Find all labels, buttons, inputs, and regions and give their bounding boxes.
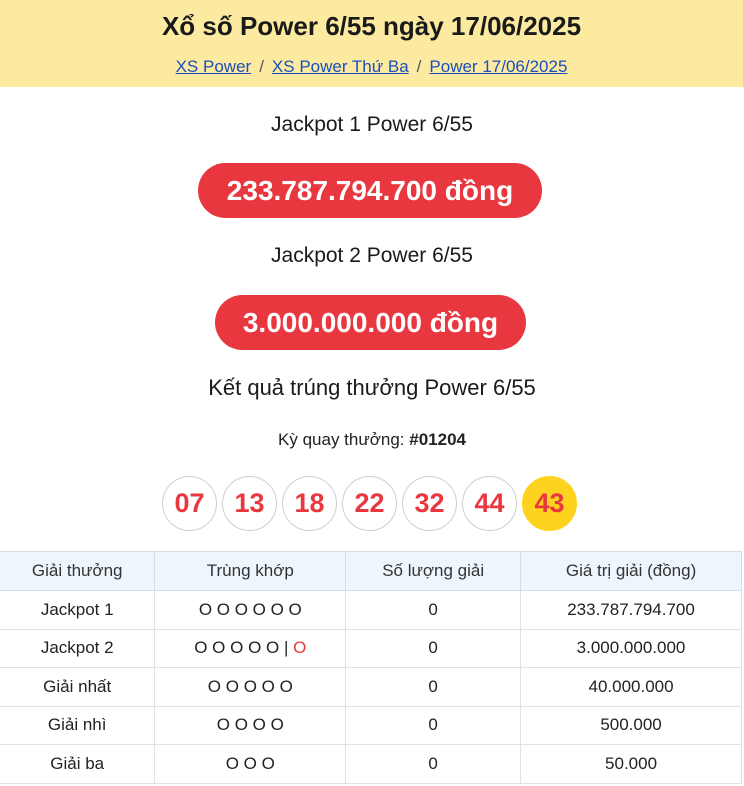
prize-name: Giải nhất [0,668,155,707]
table-row [0,745,742,784]
prize-match: O O O [155,745,346,784]
prize-value: 50.000 [521,745,742,784]
table-row [0,591,742,630]
table-row [0,629,742,668]
prize-table [0,551,742,784]
prize-value: 500.000 [521,706,742,745]
prize-match: O O O O O | O [155,629,346,668]
jackpot2-amount: 3.000.000.000 đồng [215,295,526,350]
prize-value: 3.000.000.000 [521,629,742,668]
result-ball: 22 [342,476,397,531]
prize-name: Jackpot 2 [0,629,155,668]
prize-count: 0 [346,629,521,668]
draw-label: Kỳ quay thưởng: [278,430,405,449]
column-header-match: Trùng khớp [155,552,346,591]
column-header-value: Giá trị giải (đồng) [521,552,742,591]
page-title: Xổ số Power 6/55 ngày 17/06/2025 [161,11,582,41]
prize-count: 0 [346,668,521,707]
result-title: Kết quả trúng thưởng Power 6/55 [208,375,536,400]
prize-name: Jackpot 1 [0,591,155,630]
jackpot1-amount: 233.787.794.700 đồng [198,163,542,218]
prize-value: 40.000.000 [521,668,742,707]
power-ball: 43 [522,476,577,531]
result-ball: 44 [462,476,517,531]
breadcrumb-power-date[interactable]: Power 17/06/2025 [429,57,568,76]
result-ball: 18 [282,476,337,531]
draw-number: #01204 [409,430,466,449]
result-balls [162,476,582,532]
column-header-count: Số lượng giải [346,552,521,591]
breadcrumb-separator: / [416,57,422,76]
jackpot2-title: Jackpot 2 Power 6/55 [271,244,473,267]
breadcrumb [0,57,743,77]
prize-match: O O O O O O [155,591,346,630]
prize-count: 0 [346,745,521,784]
prize-name: Giải ba [0,745,155,784]
table-row [0,706,742,745]
breadcrumb-xs-power-thu-ba[interactable]: XS Power Thứ Ba [271,57,409,76]
result-ball: 13 [222,476,277,531]
breadcrumb-xs-power[interactable]: XS Power [175,57,252,76]
table-row [0,668,742,707]
prize-name: Giải nhì [0,706,155,745]
prize-match: O O O O [155,706,346,745]
draw-number-line [0,430,744,450]
column-header-prize: Giải thưởng [0,552,155,591]
prize-count: 0 [346,706,521,745]
prize-value: 233.787.794.700 [521,591,742,630]
jackpot1-title: Jackpot 1 Power 6/55 [271,113,473,136]
breadcrumb-separator: / [259,57,264,76]
result-ball: 32 [402,476,457,531]
table-header-row [0,552,742,591]
prize-match: O O O O O [155,668,346,707]
power-match-marker: O [293,638,307,658]
result-ball: 07 [162,476,217,531]
prize-count: 0 [346,591,521,630]
page-header [0,0,744,87]
